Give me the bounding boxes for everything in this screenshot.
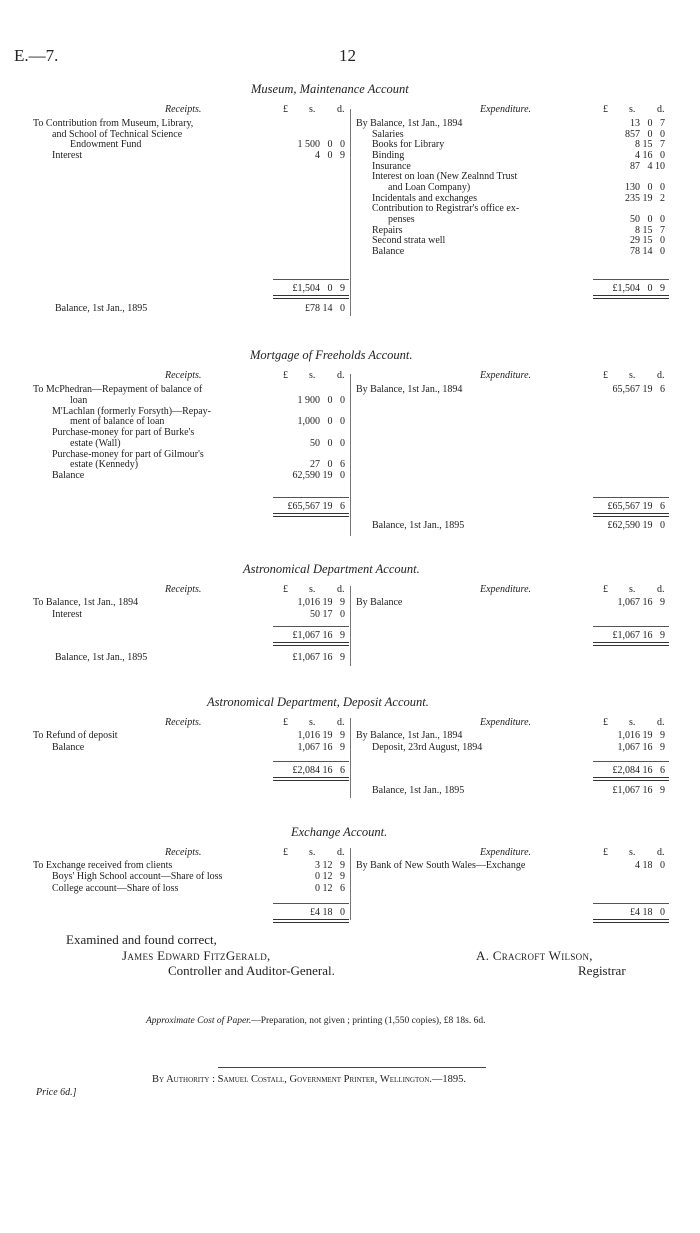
expenditure-total-rule-top — [593, 497, 669, 498]
expenditure-total-rule-bottom — [593, 295, 669, 299]
receipts-item-text: estate (Wall) — [70, 437, 121, 449]
cost-text: —Preparation, not given ; printing (1,550 copies), £8 18s. 6d. — [251, 1016, 486, 1026]
expenditure-currency-head: s. — [629, 104, 636, 115]
section-title: Astronomical Department, Deposit Account. — [207, 695, 429, 709]
expenditure-currency-head: £ — [603, 370, 608, 381]
expenditure-balance-amount: £62,590 19 0 — [607, 520, 665, 531]
column-divider — [350, 718, 351, 798]
expenditure-item-amount: 29 15 0 — [630, 235, 665, 247]
expenditure-item-text: Books for Library — [372, 139, 445, 151]
registrar-name: A. Cracroft Wilson, — [476, 948, 593, 963]
expenditure-total: £2,084 16 6 — [612, 765, 665, 776]
receipts-item-text: Interest — [52, 608, 82, 620]
expenditure-total-rule-bottom — [593, 513, 669, 517]
receipts-currency-head: £ — [283, 584, 288, 595]
receipts-item-text: To McPhedran—Repayment of balance of — [33, 384, 203, 395]
receipts-label: Receipts. — [165, 370, 202, 381]
expenditure-item-text: Deposit, 23rd August, 1894 — [372, 741, 483, 753]
section-title: Exchange Account. — [291, 825, 388, 839]
receipts-total-rule-bottom — [273, 919, 349, 923]
expenditure-item-amount: 1,067 16 9 — [617, 597, 665, 608]
expenditure-item-text: Balance — [372, 245, 405, 257]
receipts-item-text: loan — [70, 394, 88, 406]
receipts-total-rule-bottom — [273, 513, 349, 517]
receipts-item-text: and School of Technical Science — [52, 128, 183, 140]
receipts-item-text: To Refund of deposit — [33, 730, 118, 741]
cost-note — [146, 1016, 486, 1026]
page-ref: E.—7. — [14, 46, 59, 65]
expenditure-currency-head: d. — [657, 370, 665, 381]
expenditure-item-amount: 1,067 16 9 — [617, 741, 665, 753]
receipts-total: £1,504 0 9 — [292, 283, 345, 294]
receipts-currency-head: s. — [309, 847, 316, 858]
expenditure-currency-head: d. — [657, 847, 665, 858]
expenditure-total: £4 18 0 — [630, 907, 665, 918]
receipts-currency-head: d. — [337, 370, 345, 381]
expenditure-item-text: Binding — [372, 149, 405, 161]
receipts-item-text: To Balance, 1st Jan., 1894 — [33, 597, 139, 608]
receipts-item-text: Interest — [52, 149, 82, 161]
receipts-total-rule-bottom — [273, 642, 349, 646]
expenditure-item-text: By Balance, 1st Jan., 1894 — [356, 730, 463, 741]
page-number: 12 — [339, 46, 356, 65]
receipts-balance-text: Balance, 1st Jan., 1895 — [55, 652, 148, 663]
receipts-currency-head: £ — [283, 104, 288, 115]
expenditure-currency-head: d. — [657, 584, 665, 595]
expenditure-currency-head: £ — [603, 847, 608, 858]
cost-label: Approximate Cost of Paper. — [146, 1016, 252, 1026]
receipts-total-rule-top — [273, 279, 349, 280]
expenditure-currency-head: s. — [629, 717, 636, 728]
receipts-item-text: Balance — [52, 470, 85, 481]
expenditure-item-text: Incidentals and exchanges — [372, 192, 477, 204]
expenditure-item-text: Contribution to Registrar's office ex- — [372, 203, 520, 215]
receipts-total: £65,567 19 6 — [287, 501, 345, 512]
expenditure-currency-head: £ — [603, 104, 608, 115]
receipts-label: Receipts. — [165, 847, 202, 858]
expenditure-item-amount: 78 14 0 — [630, 245, 665, 257]
expenditure-item-amount: 13 0 7 — [630, 118, 665, 129]
expenditure-item-text: By Balance, 1st Jan., 1894 — [356, 118, 463, 129]
expenditure-total-rule-bottom — [593, 777, 669, 781]
expenditure-total-rule-top — [593, 903, 669, 904]
receipts-item-amount: 62,590 19 0 — [292, 470, 345, 481]
receipts-balance-amount: £1,067 16 9 — [292, 652, 345, 663]
expenditure-item-amount: 857 0 0 — [625, 128, 665, 140]
expenditure-item-amount: 4 18 0 — [635, 860, 665, 871]
receipts-item-text: College account—Share of loss — [52, 882, 179, 894]
expenditure-item-text: Salaries — [372, 128, 404, 140]
receipts-currency-head: d. — [337, 104, 345, 115]
expenditure-total: £1,504 0 9 — [612, 283, 665, 294]
receipts-item-text: Endowment Fund — [70, 139, 142, 151]
column-divider — [350, 586, 351, 666]
receipts-item-amount: 1,016 19 9 — [297, 597, 345, 608]
receipts-total-rule-top — [273, 903, 349, 904]
expenditure-item-amount: 8 15 7 — [635, 139, 665, 151]
expenditure-balance-amount: £1,067 16 9 — [612, 785, 665, 796]
receipts-currency-head: d. — [337, 584, 345, 595]
expenditure-currency-head: £ — [603, 584, 608, 595]
expenditure-item-amount: 8 15 7 — [635, 224, 665, 236]
receipts-total-rule-bottom — [273, 295, 349, 299]
receipts-item-amount: 50 0 0 — [310, 437, 345, 449]
expenditure-item-amount: 50 0 0 — [630, 213, 665, 225]
receipts-item-text: To Exchange received from clients — [33, 860, 173, 871]
receipts-currency-head: s. — [309, 717, 316, 728]
receipts-currency-head: s. — [309, 370, 316, 381]
expenditure-total-rule-bottom — [593, 919, 669, 923]
receipts-total: £4 18 0 — [310, 907, 345, 918]
receipts-currency-head: £ — [283, 370, 288, 381]
expenditure-currency-head: d. — [657, 717, 665, 728]
receipts-currency-head: s. — [309, 584, 316, 595]
receipts-currency-head: £ — [283, 847, 288, 858]
receipts-item-amount: 1 900 0 0 — [297, 394, 345, 406]
receipts-label: Receipts. — [165, 717, 202, 728]
receipts-item-amount: 4 0 9 — [315, 149, 345, 161]
expenditure-item-amount: 1,016 19 9 — [617, 730, 665, 741]
receipts-item-text: Purchase-money for part of Gilmour's — [52, 448, 204, 460]
receipts-total: £2,084 16 6 — [292, 765, 345, 776]
receipts-item-amount: 50 17 0 — [310, 608, 345, 620]
section-title: Museum, Maintenance Account — [251, 82, 409, 96]
receipts-item-amount: 0 12 9 — [315, 871, 345, 883]
receipts-currency-head: £ — [283, 717, 288, 728]
expenditure-label: Expenditure. — [480, 370, 532, 381]
expenditure-label: Expenditure. — [480, 847, 532, 858]
expenditure-item-text: Repairs — [372, 224, 403, 236]
expenditure-item-amount: 87 4 10 — [630, 160, 665, 172]
receipts-balance-amount: £78 14 0 — [305, 303, 345, 314]
registrar-title: Registrar — [578, 963, 626, 978]
expenditure-item-text: Interest on loan (New Zealnnd Trust — [372, 171, 518, 183]
receipts-item-text: Purchase-money for part of Burke's — [52, 427, 195, 438]
column-divider — [350, 109, 351, 316]
expenditure-currency-head: d. — [657, 104, 665, 115]
expenditure-balance-text: Balance, 1st Jan., 1895 — [372, 785, 465, 796]
expenditure-item-text: By Bank of New South Wales—Exchange — [356, 860, 526, 871]
expenditure-total-rule-top — [593, 279, 669, 280]
receipts-item-text: To Contribution from Museum, Library, — [33, 118, 194, 129]
receipts-item-amount: 1,067 16 9 — [297, 741, 345, 753]
expenditure-item-text: Second strata well — [372, 235, 446, 247]
expenditure-label: Expenditure. — [480, 104, 532, 115]
receipts-label: Receipts. — [165, 104, 202, 115]
receipts-item-amount: 1 500 0 0 — [297, 139, 345, 151]
expenditure-currency-head: s. — [629, 584, 636, 595]
expenditure-item-text: By Balance, 1st Jan., 1894 — [356, 384, 463, 395]
section-title: Astronomical Department Account. — [243, 562, 420, 576]
receipts-item-amount: 3 12 9 — [315, 860, 345, 871]
expenditure-item-amount: 130 0 0 — [625, 181, 665, 193]
receipts-balance-text: Balance, 1st Jan., 1895 — [55, 303, 148, 314]
receipts-currency-head: d. — [337, 847, 345, 858]
column-divider — [350, 374, 351, 536]
examined-note: Examined and found correct, — [66, 932, 217, 947]
auditor-title: Controller and Auditor-General. — [168, 963, 335, 978]
receipts-item-amount: 0 12 6 — [315, 882, 345, 894]
expenditure-label: Expenditure. — [480, 584, 532, 595]
expenditure-item-text: and Loan Company) — [388, 181, 471, 193]
expenditure-item-text: Insurance — [372, 160, 411, 172]
expenditure-item-text: penses — [388, 213, 415, 225]
receipts-item-amount: 1,016 19 9 — [297, 730, 345, 741]
authority-line: By Authority : Samuel Costall, Government Printer, Wellington.—1895. — [152, 1074, 467, 1085]
receipts-total-rule-top — [273, 761, 349, 762]
expenditure-item-amount: 65,567 19 6 — [612, 384, 665, 395]
receipts-item-text: M'Lachlan (formerly Forsyth)—Repay- — [52, 405, 211, 417]
receipts-item-amount: 27 0 6 — [310, 459, 345, 471]
expenditure-item-text: By Balance — [356, 597, 403, 608]
footer-rule — [218, 1067, 486, 1068]
column-divider — [350, 848, 351, 920]
expenditure-item-amount: 235 19 2 — [625, 192, 665, 204]
receipts-item-text: Boys' High School account—Share of loss — [52, 871, 223, 883]
receipts-total-rule-bottom — [273, 777, 349, 781]
expenditure-currency-head: s. — [629, 847, 636, 858]
receipts-item-amount: 1,000 0 0 — [297, 416, 345, 428]
expenditure-balance-text: Balance, 1st Jan., 1895 — [372, 520, 465, 531]
receipts-total: £1,067 16 9 — [292, 630, 345, 641]
expenditure-total-rule-bottom — [593, 642, 669, 646]
price-note: Price 6d.] — [36, 1087, 77, 1098]
expenditure-total-rule-top — [593, 626, 669, 627]
receipts-currency-head: s. — [309, 104, 316, 115]
expenditure-currency-head: £ — [603, 717, 608, 728]
expenditure-item-amount: 4 16 0 — [635, 149, 665, 161]
receipts-total-rule-top — [273, 626, 349, 627]
receipts-currency-head: d. — [337, 717, 345, 728]
section-title: Mortgage of Freeholds Account. — [250, 348, 413, 362]
expenditure-total: £1,067 16 9 — [612, 630, 665, 641]
receipts-item-text: estate (Kennedy) — [70, 459, 139, 471]
expenditure-total-rule-top — [593, 761, 669, 762]
expenditure-label: Expenditure. — [480, 717, 532, 728]
receipts-total-rule-top — [273, 497, 349, 498]
receipts-item-text: Balance — [52, 741, 85, 753]
expenditure-currency-head: s. — [629, 370, 636, 381]
receipts-item-text: ment of balance of loan — [70, 416, 165, 428]
receipts-label: Receipts. — [165, 584, 202, 595]
auditor-name: James Edward FitzGerald, — [122, 948, 271, 963]
expenditure-total: £65,567 19 6 — [607, 501, 665, 512]
